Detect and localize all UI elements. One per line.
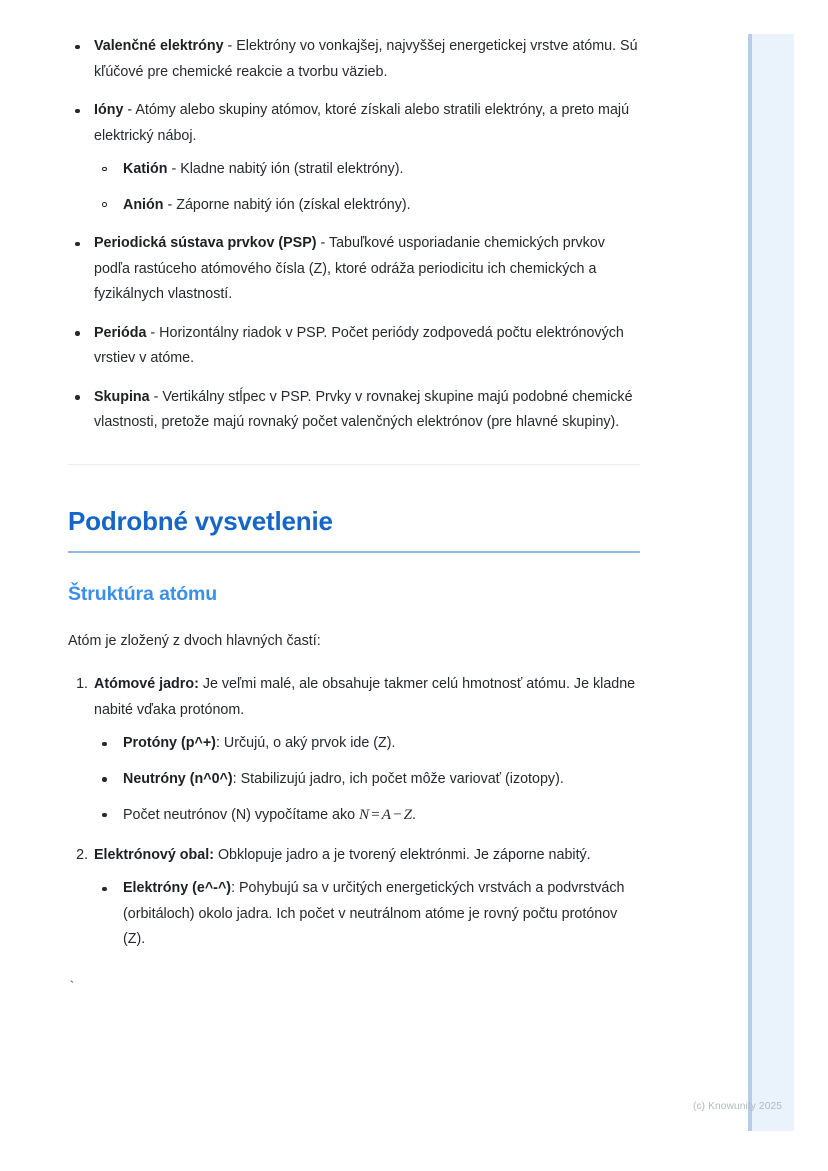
section-divider [68, 464, 640, 465]
structure-sublist [94, 876, 640, 953]
term-description: Elektróny vo vonkajšej, najvyššej energetickej vrstve atómu. Sú kľúčové pre chemické reakcie a tvorbu väzieb. [94, 38, 638, 80]
particle-label: Protóny (p^+) [123, 735, 216, 751]
list-item [68, 34, 640, 85]
formula-lhs: N [359, 806, 370, 823]
list-item [68, 98, 640, 218]
particle-description: Stabilizujú jadro, ich počet môže variovať (izotopy). [240, 770, 564, 787]
section-heading: Podrobné vysvetlenie [68, 505, 333, 536]
term-label: Periodická sústava prvkov (PSP) [94, 235, 317, 251]
list-item [68, 231, 640, 308]
term-description: Kladne nabitý ión (stratil elektróny). [180, 161, 404, 177]
formula-minus: − [393, 806, 402, 823]
document-content [68, 34, 640, 995]
list-item [94, 767, 640, 793]
neutron-count-formula [359, 806, 412, 823]
formula-lead-text: Počet neutrónov (N) vypočítame ako [123, 807, 360, 823]
term-dash: - [316, 235, 329, 251]
particle-separator: : [215, 735, 224, 751]
list-item [94, 731, 640, 757]
particle-label: Neutróny (n^0^) [123, 770, 233, 787]
structure-description: Je veľmi malé, ale obsahuje takmer celú hmotnosť atómu. Je kladne nabité vďaka protónom. [94, 676, 636, 718]
term-description: Záporne nabitý ión (získal elektróny). [176, 196, 411, 213]
list-item [94, 876, 640, 953]
formula-equals: = [371, 806, 380, 823]
particle-separator: : [232, 770, 241, 787]
list-item [68, 843, 640, 953]
particle-description: Pohybujú sa v určitých energetických vrstvách a podvrstvách (orbitáloch) okolo jadra. Ich počet v neutrálnom atóme je rovný počtu protónov (Z). [123, 880, 625, 947]
term-description: Tabuľkové usporiadanie chemických prvkov podľa rastúceho atómového čísla (Z), ktoré odráža periodicitu ich chemických a fyzikálnych vlastností. [94, 235, 605, 302]
particle-description: Určujú, o aký prvok ide (Z). [223, 735, 396, 751]
term-description: Horizontálny riadok v PSP. Počet periódy zodpovedá počtu elektrónových vrstiev v atóme. [94, 324, 624, 366]
list-item [94, 193, 640, 219]
list-item [94, 157, 640, 183]
stray-backtick-artifact: ` [68, 978, 76, 994]
term-dash: - [163, 196, 177, 213]
term-label: Perióda [94, 324, 147, 341]
footer-copyright: (c) Knowunity 2025 [692, 1101, 782, 1112]
term-description: Vertikálny stĺpec v PSP. Prvky v rovnakej skupine majú podobné chemické vlastnosti, pretože majú rovnaký počet valenčných elektrónov (pre hlavné skupiny). [94, 388, 633, 430]
formula-rhs-b: Z [403, 806, 413, 823]
subsection-heading: Štruktúra atómu [68, 582, 218, 605]
section-heading-underline [68, 551, 640, 553]
formula-trailing-text: . [412, 807, 417, 823]
term-dash: - [146, 324, 160, 341]
term-label: Anión [123, 196, 164, 213]
particle-separator: : [231, 880, 240, 896]
term-description: Atómy alebo skupiny atómov, ktoré získali alebo stratili elektróny, a preto majú elektrický náboj. [94, 102, 630, 144]
term-label: Katión [123, 161, 168, 177]
term-dash: - [223, 38, 237, 54]
structure-label: Elektrónový obal: [94, 846, 214, 863]
right-edge-scrollbar[interactable] [748, 34, 794, 1131]
structure-list [68, 672, 640, 953]
term-label: Skupina [94, 388, 150, 405]
list-item [68, 385, 640, 436]
list-item [68, 321, 640, 372]
structure-description: Obklopuje jadro a je tvorený elektrónmi. Je záporne nabitý. [213, 846, 591, 863]
formula-rhs-a: A [381, 806, 392, 823]
intro-paragraph: Atóm je zložený z dvoch hlavných častí: [68, 632, 321, 649]
term-dash: - [123, 102, 136, 118]
particle-label: Elektróny (e^-^) [123, 880, 232, 896]
list-item [68, 672, 640, 829]
structure-label: Atómové jadro: [94, 676, 199, 692]
term-label: Ióny [94, 102, 124, 118]
list-item [94, 802, 640, 829]
term-dash: - [167, 161, 181, 177]
terms-sublist [94, 157, 640, 218]
term-label: Valenčné elektróny [94, 38, 224, 54]
terms-list [68, 34, 640, 436]
term-dash: - [149, 388, 163, 405]
structure-sublist [94, 731, 640, 829]
